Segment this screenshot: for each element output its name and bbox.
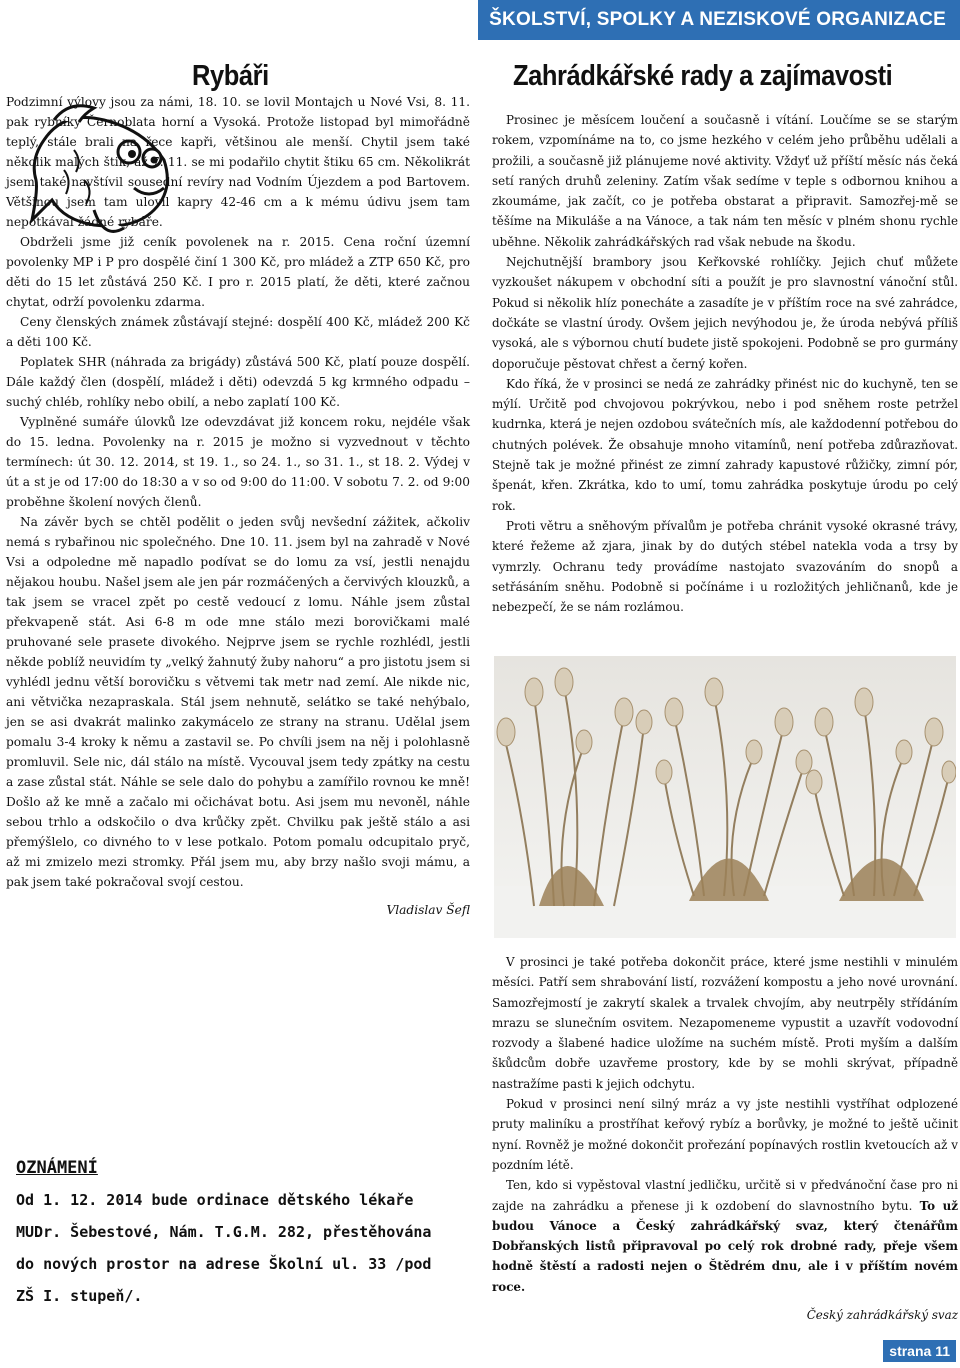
zahradkari-article-top — [492, 110, 958, 617]
zahradkari-paragraph: Proti větru a sněhovým přívalům je potřeba chránit vysoké okrasné trávy, které řežeme až zjara, jinak by do dutých stébel natekla voda a trsy by vymrzly. Ochranu tedy provádíme nastojato svazováním do snopů a setřásáním sněhu. Podobně si počínáme i u rozložitých jehličnanů, kde je nebezpečí, že se nám rozlámou. — [492, 518, 958, 615]
snow-grass-photo — [494, 656, 956, 938]
rybari-paragraph: Poplatek SHR (náhrada za brigády) zůstává 500 Kč, platí pouze dospělí. Dále každý člen (dospělí, mládež i děti) odevzdá 5 kg krmného odpadu – suchý chléb, rohlíky nebo obilí, a nebo zaplatí 100 Kč. — [6, 355, 470, 409]
zahradkari-paragraph: Kdo říká, že v prosinci se nedá ze zahrádky přinést nic do kuchyně, ten se mýlí. Určitě pod chvojovou pokrývkou, nebo i pod sněhem roste petržel kudrnka, která je nejen ozdobou svátečních mís, ale každodenní potřebou do chutných polévek. Že obsahuje mnoho vitamínů, není potřeba zdůrazňovat. Stejně tak je možné přinést ze zimní zahrady kapustové růžičky, zimní pór, špenát, křen. Zkrátka, kdo to umí, tomu zahrádka poskytuje úrodu po celý rok. — [492, 376, 958, 513]
rybari-paragraph: Obdrželi jsme již ceník povolenek na r. 2015. Cena roční územní povolenky MP i P pro dospělé činí 1 300 Kč, pro mládež a ZTP 650 Kč, pro děti do 15 let zůstává 250 Kč. I pro r. 2015 platí, že děti, které začnou chytat, održí povolenku zdarma. — [6, 235, 470, 309]
zahradkari-article-bottom — [492, 952, 958, 1325]
rybari-signature: Vladislav Šefl — [386, 903, 470, 917]
notice-box — [16, 1152, 456, 1312]
page-number: strana 11 — [883, 1340, 956, 1362]
notice-title: OZNÁMENÍ — [16, 1158, 98, 1178]
notice-text: Od 1. 12. 2014 bude ordinace dětského lékaře MUDr. Šebestové, Nám. T.G.M. 282, přestěhována do nových prostor na adrese Školní ul. 33 /pod ZŠ I. stupeň/. — [16, 1191, 432, 1305]
rybari-paragraph: Na závěr bych se chtěl podělit o jeden svůj nevšední zážitek, ačkoliv nemá s rybařinou nic společného. Dne 10. 11. jsem byl na zahradě v Nové Vsi a odpoledne mě napadlo podívat se do lomu za vsí, jestli nenajdu nějakou houbu. Našel jsem ale jen pár rozmáčených a červivých klouzků, a tak jsem se vracel zpět po cestě vedoucí z lomu. Náhle jsem zůstal překvapeně stát. Asi 6-8 m ode mne stálo mezi borovičkami malé pruhované sele prasete divokého. Nejprve jsem se rychle rozhlédl, jestli někde poblíž neuvidím ty „velký žahnutý žuby nahoru“ a pro jistotu jsem si vyhlédl jednu větší borovičku s větvemi tak metr nad zemí. Ale nikde nic, ani větvička nezapraskala. Stál jsem nehnutě, selátko se také nehýbalo, jen se asi dvakrát malinko zakymácelo ze strany na stranu. Udělal jsem pomalu 3-4 kroky k němu a zastavil se. Po chvíli jsem na něj i polohlasně promluvil. Sele nic, dál stálo na místě. Vycouval jsem tedy zpátky na cestu a zase zůstal stát. Náhle se sele dalo do pohybu a zamířilo rovnou ke mně! Došlo až ke mně a začalo mi očichávat botu. Asi jsem mu nevoněl, náhle sebou trhlo a odskočilo o dva krůčky zpět. Chvilku pak ještě stálo a asi přemýšlelo, co divného to v lese potkalo. Potom pomalu odcupitalo pryč, až mi zmizelo mezi stromky. Přál jsem mu, aby brzy našlo svoji mámu, a pak jsem také pokračoval svojí cestou. — [6, 515, 470, 889]
closing-text: Ten, kdo si vypěstoval vlastní jedličku, určitě si v předvánoční čase pro ni zajde na zahrádku a přenese ji k ozdobení do slavnostního bytu. — [492, 1178, 958, 1213]
rybari-paragraph: Vyplněné sumáře úlovků lze odevzdávat již koncem roku, nejdéle však do 15. ledna. Povolenky na r. 2015 je možno si vyzvednout v těchto termínech: út 30. 12. 2014, st 19. 1., so 24. 1., so 31. 1., st 18. 2. Výdej v út a st je od 17:00 do 18:30 a v so od 9:00 do 11:00. V sobotu 7. 2. od 9:00 proběhne školení nových členů. — [6, 415, 470, 509]
zahradkari-paragraph: Prosinec je měsícem loučení a současně i vítání. Loučíme se se starým rokem, vzpomínáme na to, co jsme hezkého v celém jeho průběhu udělali a prožili, a současně již plánujeme nové aktivity. Vždyť už příští měsíc nás čeká setí raných druhů zeleniny. Zatím však sedíme v teple s odbornou knihou a zkoumáme, jak začít, co je potřeba obstarat a připravit. Samozřej-mě se těšíme na Mikuláše a na Vánoce, a tak nám ten měsíc v plném shonu rychle uběhne. Několik zahrádkářských rad však nebude na škodu. — [492, 113, 958, 249]
zahradkari-paragraph: Nejchutnější brambory jsou Keřkovské rohlíčky. Jejich chuť můžete vyzkoušet nákupem v obchodní síti a použít je pro slavnostní vánoční stůl. Pokud si několik hlíz ponecháte a zasadíte je v příštím roce na své zahrádce, dočkáte se vlastní úrody. Ovšem jejich nevýhodou je, že úroda nebývá příliš vysoká, ale s výbornou chutí budete jistě spokojeni. Podobně se pro gurmány doporučuje pěstovat chřest a černý kořen. — [492, 255, 958, 371]
section-header: ŠKOLSTVÍ, SPOLKY A NEZISKOVÉ ORGANIZACE — [478, 0, 960, 40]
rybari-paragraph: Ceny členských známek zůstávají stejné: dospělí 400 Kč, mládež 200 Kč a děti 100 Kč. — [6, 315, 470, 349]
zahradkari-signature: Český zahrádkářský svaz — [806, 1308, 958, 1323]
rybari-intro: Podzimní výlovy jsou za námi, 18. 10. se lovil Montajch u Nové Vsi, 8. 11. pak rybníky Černoblata horní a Vysoká. Protože listopad byl mimořádně teplý, stále brali na řece kapři, většinou ale menší. Chytil jsem také několik malých štik, až 7. 11. se mi podařilo chytit štiku 65 cm. Několikrát jsem také navštívil sousední revíry nad Vodním Újezdem a pod Bartovem. Většinou jsem tam ulovil kapry 42-46 cm a k mému údivu jsem tam nepotkával žádné rybáře. — [6, 95, 470, 229]
rybari-article — [6, 92, 470, 920]
zahradkari-closing-paragraph — [492, 1175, 958, 1297]
zahradkari-paragraph: V prosinci je také potřeba dokončit práce, které jsme nestihli v minulém měsíci. Patří sem shrabování listí, rozvážení kompostu a jeho nové urovnání. Samozřejmostí je zakrytí skalek a trvalek chvojím, aby neutrpěly střídáním mrazu se slunečním osvitem. Nezapomeneme vypustit a uzavřít vodovodní rozvody a šlabené hadice uložíme na suchém místě. Proti myším a dalším škůdcům dobře uzavřeme prostory, kde by se mohli skrývat, případně nastražíme pasti k jejich odchytu. — [492, 955, 958, 1091]
article-title-zahradkari: Zahrádkářské rady a zajímavosti — [513, 60, 893, 92]
zahradkari-paragraph: Pokud v prosinci není silný mráz a vy jste nestihli vystříhat odplozené pruty maliníku a prostříhat keřový rybíz a borůvky, je možné to ještě učinit nyní. Rovněž je možné dokončit prořezání popínavých rostlin kvetoucích až v pozdním létě. — [492, 1097, 958, 1172]
closing-greeting: To už budou Vánoce a Český zahrádkářský svaz, který čtenářům Dobřanských listů připravoval po celý rok drobné rady, přeje všem hodně štěstí a radosti nejen o Štědrém dnu, ale i v příštím novém roce. — [492, 1198, 959, 1294]
article-title-rybari: Rybáři — [192, 60, 269, 92]
